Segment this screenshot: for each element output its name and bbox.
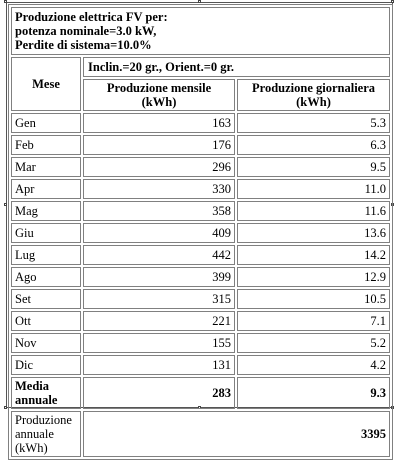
monthly-value-cell: 330 (83, 179, 235, 199)
header-daily-line-1: Produzione giornaliera (251, 81, 376, 95)
monthly-value-cell: 409 (83, 223, 235, 243)
annual-label-line-2: annuale (15, 427, 54, 441)
annual-label (11, 411, 81, 457)
table-row (11, 179, 390, 199)
orientation-cell: Inclin.=20 gr., Orient.=0 gr. (83, 57, 390, 77)
monthly-value-cell: 399 (83, 267, 235, 287)
table-title (11, 7, 390, 55)
title-row (11, 7, 390, 55)
table-row (11, 289, 390, 309)
table-row (11, 135, 390, 155)
monthly-value-cell: 358 (83, 201, 235, 221)
resize-handle-top-center[interactable] (198, 0, 201, 3)
month-cell: Giu (11, 223, 81, 243)
monthly-value-cell: 163 (83, 113, 235, 133)
table-row (11, 311, 390, 331)
table-row (11, 223, 390, 243)
monthly-value-cell: 442 (83, 245, 235, 265)
annual-label-line-1: Produzione (15, 413, 72, 427)
table-row (11, 157, 390, 177)
month-cell: Gen (11, 113, 81, 133)
monthly-value-cell: 155 (83, 333, 235, 353)
month-cell: Lug (11, 245, 81, 265)
daily-value-cell: 5.3 (237, 113, 390, 133)
table-row (11, 245, 390, 265)
title-line-1: Produzione elettrica FV per: (15, 10, 168, 24)
average-daily-value: 9.3 (237, 377, 390, 409)
daily-value-cell: 11.0 (237, 179, 390, 199)
daily-value-cell: 9.5 (237, 157, 390, 177)
pv-production-table (8, 4, 393, 460)
orientation-row (11, 57, 390, 77)
daily-value-cell: 7.1 (237, 311, 390, 331)
daily-value-cell: 12.9 (237, 267, 390, 287)
monthly-value-cell: 296 (83, 157, 235, 177)
table-row (11, 333, 390, 353)
daily-value-cell: 11.6 (237, 201, 390, 221)
resize-handle-bottom-left[interactable] (4, 406, 7, 409)
annual-label-line-3: (kWh) (15, 441, 48, 455)
monthly-value-cell: 176 (83, 135, 235, 155)
daily-value-cell: 10.5 (237, 289, 390, 309)
average-label-line-2: annuale (15, 393, 58, 407)
month-cell: Set (11, 289, 81, 309)
resize-handle-middle-left[interactable] (4, 203, 7, 206)
daily-value-cell: 4.2 (237, 355, 390, 375)
monthly-value-cell: 315 (83, 289, 235, 309)
month-cell: Nov (11, 333, 81, 353)
table-row (11, 355, 390, 375)
month-cell: Dic (11, 355, 81, 375)
daily-value-cell: 14.2 (237, 245, 390, 265)
monthly-value-cell: 221 (83, 311, 235, 331)
average-label (11, 377, 81, 409)
annual-value: 3395 (83, 411, 390, 457)
monthly-value-cell: 131 (83, 355, 235, 375)
average-label-line-1: Media (15, 379, 50, 393)
title-line-3: Perdite di sistema=10.0% (15, 38, 152, 52)
month-cell: Ago (11, 267, 81, 287)
daily-value-cell: 6.3 (237, 135, 390, 155)
average-monthly-value: 283 (83, 377, 235, 409)
header-daily-production (237, 79, 390, 111)
daily-value-cell: 5.2 (237, 333, 390, 353)
resize-handle-top-right[interactable] (391, 0, 394, 3)
resize-handle-top-left[interactable] (4, 0, 7, 3)
header-monthly-line-1: Produzione mensile (106, 81, 212, 95)
month-cell: Ott (11, 311, 81, 331)
month-cell: Mag (11, 201, 81, 221)
month-cell: Mar (11, 157, 81, 177)
table-row (11, 201, 390, 221)
header-monthly-line-2: (kWh) (141, 95, 177, 109)
month-cell: Apr (11, 179, 81, 199)
average-row (11, 377, 390, 409)
title-line-2: potenza nominale=3.0 kW, (15, 24, 157, 38)
annual-row (11, 411, 390, 457)
header-month: Mese (11, 57, 81, 111)
header-monthly-production (83, 79, 235, 111)
table-row (11, 113, 390, 133)
header-daily-line-2: (kWh) (296, 95, 331, 109)
month-cell: Feb (11, 135, 81, 155)
daily-value-cell: 13.6 (237, 223, 390, 243)
table-row (11, 267, 390, 287)
